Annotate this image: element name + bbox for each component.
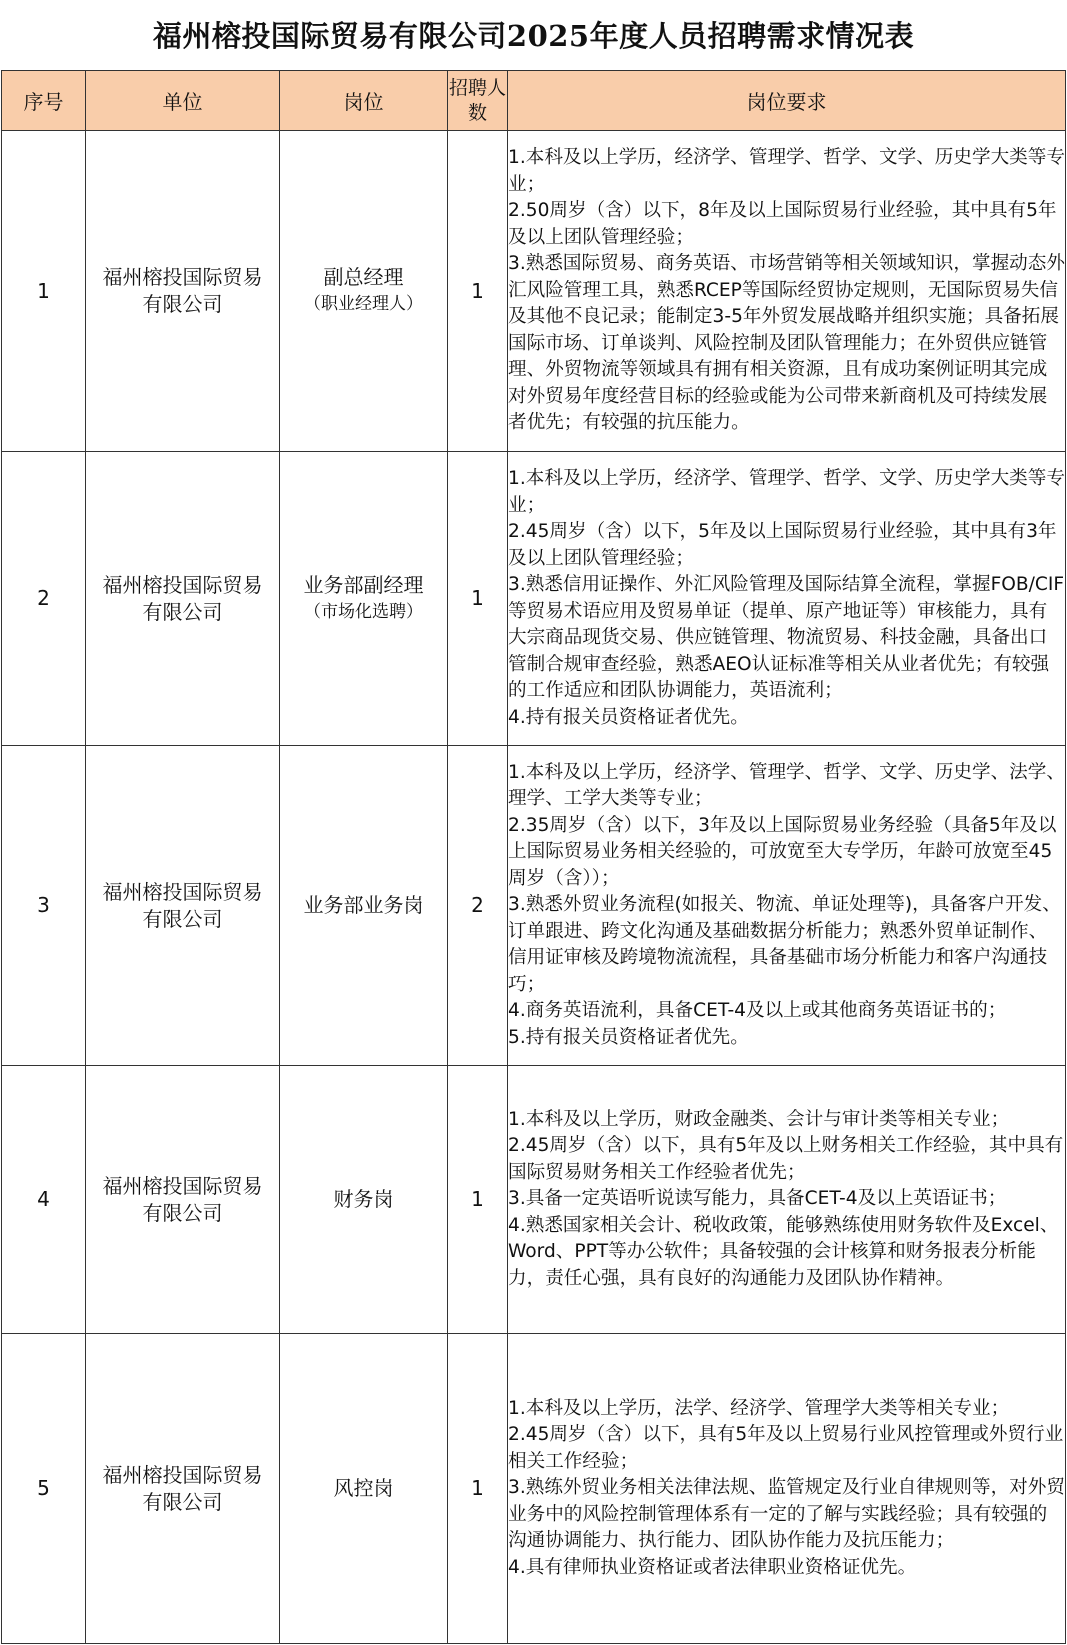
requirement-item: 2.35周岁（含）以下，3年及以上国际贸易业务经验（具备5年及以上国际贸易业务相关经验的，可放宽至大专学历，年龄可放宽至45周岁（含））； [508, 814, 1057, 889]
row-number: 5 [2, 1334, 86, 1644]
requirement-item: 1.本科及以上学历，经济学、管理学、哲学、文学、历史学、法学、理学、工学大类等专业； [508, 761, 1065, 810]
position-title: 财务岗 [333, 1187, 394, 1211]
row-position [280, 452, 448, 746]
requirement-item: 3.熟悉国际贸易、商务英语、市场营销等相关领域知识，掌握动态外汇风险管理工具，熟悉RCEP等国际经贸协定规则，无国际贸易失信及其他不良记录；能制定3-5年外贸发展战略并组织实施；具备拓展国际市场、订单谈判、风险控制及团队管理能力；在外贸供应链管理、外贸物流等领域具有拥有相关资源，且有成功案例证明其完成对外贸易年度经营目标的经验或能为公司带来新商机及可持续发展者优先；有较强的抗压能力。 [508, 253, 1065, 434]
requirement-item: 2.45周岁（含）以下，具有5年及以上贸易行业风控管理或外贸行业相关工作经验； [508, 1424, 1064, 1472]
position-subtitle: （职业经理人） [304, 294, 423, 314]
row-count: 1 [448, 1066, 508, 1334]
row-count: 1 [448, 452, 508, 746]
requirement-item: 4.熟悉国家相关会计、税收政策，能够熟练使用财务软件及Excel、Word、PPT等办公软件；具备较强的会计核算和财务报表分析能力，责任心强，具有良好的沟通能力及团队协作精神。 [508, 1214, 1059, 1289]
row-number: 2 [2, 452, 86, 746]
row-unit: 福州榕投国际贸易有限公司 [86, 746, 280, 1066]
requirement-item: 3.熟练外贸业务相关法律法规、监管规定及行业自律规则等，对外贸业务中的风险控制管理体系有一定的了解与实践经验；具有较强的沟通协调能力、执行能力、团队协作能力及抗压能力； [508, 1477, 1065, 1552]
row-number: 3 [2, 746, 86, 1066]
table-row [2, 1066, 1066, 1334]
requirement-item: 1.本科及以上学历，法学、经济学、管理学大类等相关专业； [508, 1397, 1010, 1419]
row-unit: 福州榕投国际贸易有限公司 [86, 131, 280, 452]
table-row [2, 452, 1066, 746]
row-count: 1 [448, 1334, 508, 1644]
row-position [280, 1066, 448, 1334]
header-count: 招聘人数 [448, 71, 508, 131]
header-requirements: 岗位要求 [508, 71, 1066, 131]
requirement-item: 3.熟悉信用证操作、外汇风险管理及国际结算全流程，掌握FOB/CIF等贸易术语应用及贸易单证（提单、原产地证等）审核能力，具有大宗商品现货交易、供应链管理、物流贸易、科技金融，具备出口管制合规审查经验，熟悉AEO认证标准等相关从业者优先；有较强的工作适应和团队协调能力，英语流利； [508, 574, 1065, 701]
requirement-item: 1.本科及以上学历，财政金融类、会计与审计类等相关专业； [508, 1108, 1010, 1130]
table-row [2, 746, 1066, 1066]
row-number: 4 [2, 1066, 86, 1334]
requirement-item: 1.本科及以上学历，经济学、管理学、哲学、文学、历史学大类等专业； [508, 468, 1065, 516]
requirement-item: 4.持有报关员资格证者优先。 [508, 706, 749, 728]
row-number: 1 [2, 131, 86, 452]
position-subtitle: （市场化选聘） [304, 601, 423, 622]
requirement-item: 5.持有报关员资格证者优先。 [508, 1026, 749, 1048]
requirement-item: 2.45周岁（含）以下，5年及以上国际贸易行业经验，其中具有3年及以上团队管理经验； [508, 521, 1057, 569]
position-title: 副总经理 [323, 265, 404, 289]
row-position [280, 1334, 448, 1644]
header-unit: 单位 [86, 71, 280, 131]
page-title: 福州榕投国际贸易有限公司2025年度人员招聘需求情况表 [152, 18, 915, 53]
row-unit: 福州榕投国际贸易有限公司 [86, 1334, 280, 1644]
header-position: 岗位 [280, 71, 448, 131]
row-requirements [508, 452, 1066, 746]
requirement-item: 4.具有律师执业资格证或者法律职业资格证优先。 [508, 1556, 917, 1578]
position-title: 业务部业务岗 [303, 893, 424, 917]
row-requirements [508, 746, 1066, 1066]
requirement-item: 2.50周岁（含）以下，8年及以上国际贸易行业经验，其中具有5年及以上团队管理经验； [508, 200, 1057, 248]
position-title: 业务部副经理 [303, 572, 424, 597]
recruitment-table [1, 70, 1066, 1644]
requirement-item: 4.商务英语流利，具备CET-4及以上或其他商务英语证书的； [508, 1000, 1007, 1022]
row-requirements [508, 1066, 1066, 1334]
row-position [280, 746, 448, 1066]
row-count: 1 [448, 131, 508, 452]
header-no: 序号 [2, 71, 86, 131]
row-requirements [508, 131, 1066, 452]
row-requirements [508, 1334, 1066, 1644]
table-row [2, 131, 1066, 452]
requirement-item: 1.本科及以上学历，经济学、管理学、哲学、文学、历史学大类等专业； [508, 147, 1065, 195]
table-header-row [2, 71, 1066, 131]
requirement-item: 2.45周岁（含）以下，具有5年及以上财务相关工作经验，其中具有国际贸易财务相关工作经验者优先； [508, 1135, 1064, 1183]
requirement-item: 3.熟悉外贸业务流程(如报关、物流、单证处理等)，具备客户开发、订单跟进、跨文化沟通及基础数据分析能力；熟悉外贸单证制作、信用证审核及跨境物流流程，具备基础市场分析能力和客户沟通技巧； [508, 894, 1061, 995]
row-unit: 福州榕投国际贸易有限公司 [86, 452, 280, 746]
row-count: 2 [448, 746, 508, 1066]
requirement-item: 3.具备一定英语听说读写能力，具备CET-4及以上英语证书； [508, 1188, 1007, 1210]
position-title: 风控岗 [333, 1476, 394, 1500]
table-row [2, 1334, 1066, 1644]
row-position [280, 131, 448, 452]
row-unit: 福州榕投国际贸易有限公司 [86, 1066, 280, 1334]
